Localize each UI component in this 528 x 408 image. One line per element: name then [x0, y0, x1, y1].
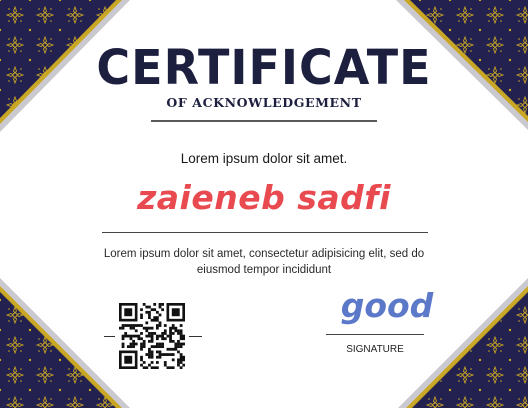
recipient-name: zaieneb sadfi	[137, 178, 391, 217]
certificate-title: CERTIFICATE	[96, 38, 432, 96]
qr-right-line	[189, 336, 202, 337]
signature-line	[326, 334, 424, 335]
certificate-subtitle: OF ACKNOWLEDGEMENT	[166, 95, 362, 110]
signature-text: good	[340, 286, 434, 325]
intro-text: Lorem ipsum dolor sit amet.	[180, 151, 348, 166]
name-underline	[102, 232, 428, 233]
signature-label: SIGNATURE	[346, 344, 404, 355]
title-divider	[151, 120, 377, 122]
qr-left-line	[104, 336, 115, 337]
qr-block	[104, 303, 202, 369]
body-text: Lorem ipsum dolor sit amet, consectetur adipisicing elit, sed do eiusmod tempor incididunt	[103, 248, 425, 276]
qr-code-icon	[119, 303, 185, 369]
